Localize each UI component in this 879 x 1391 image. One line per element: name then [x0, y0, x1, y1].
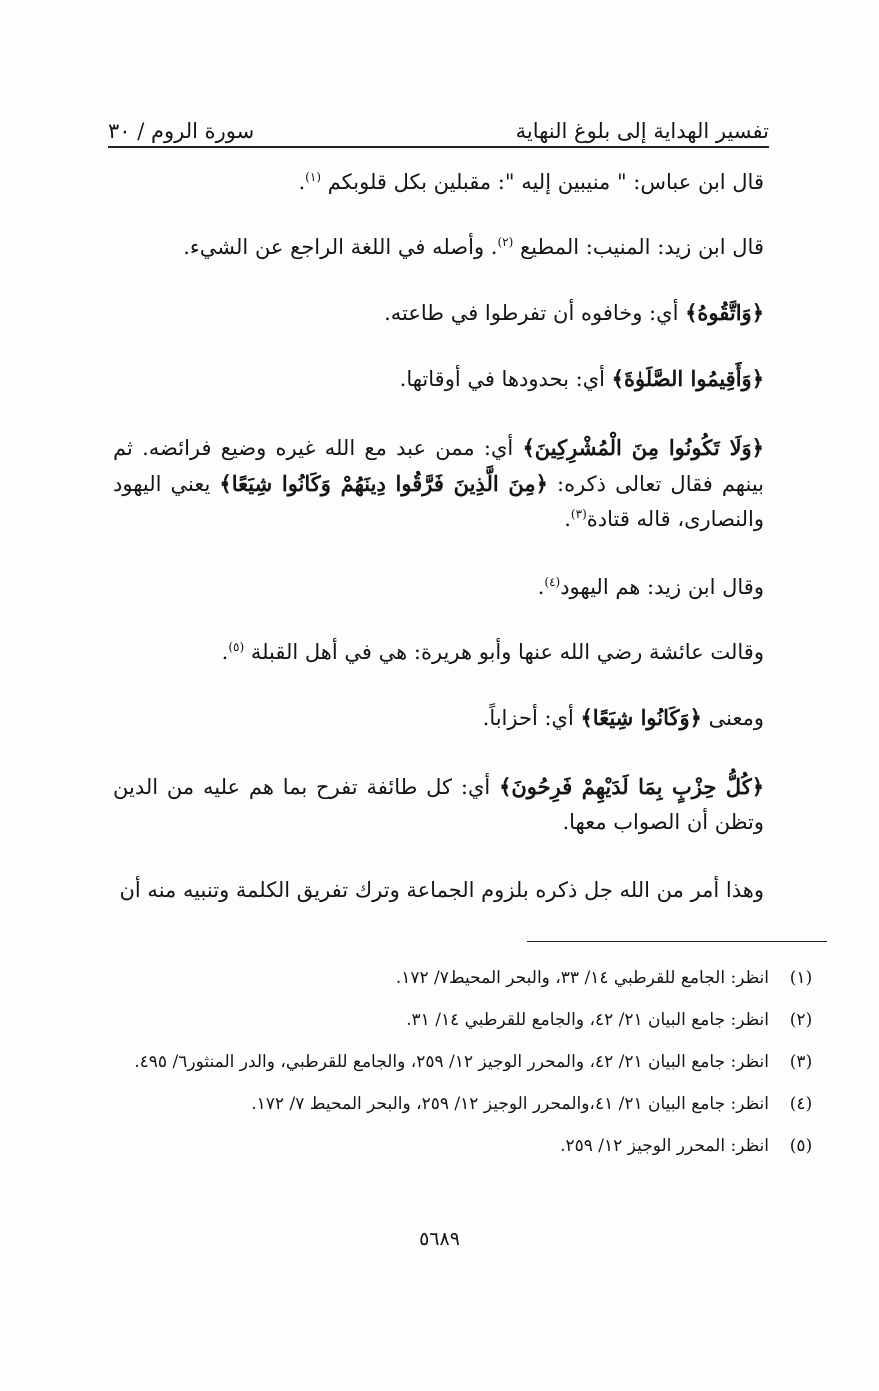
footnote-divider — [527, 941, 827, 942]
footnote-number: (٢) — [789, 1010, 813, 1030]
paragraph-8: ومعنى ﴿وَكَانُوا شِيَعًا﴾ أي: أحزاباً. — [482, 705, 764, 730]
paragraph-7: وقالت عائشة رضي الله عنها وأبو هريرة: هي في أهل القبلة $^{(٥)}$. — [221, 640, 764, 664]
footnote-ref-3: (٣) — [570, 507, 587, 521]
page-number: ٥٦٨٩ — [419, 1228, 460, 1250]
paragraph-6: وقال ابن زيد: هم اليهود$^{(٤)}$. — [537, 575, 764, 599]
footnote-ref-5: (٥) — [228, 640, 245, 654]
footnote-item — [108, 1088, 821, 1120]
footnote-number: (٥) — [789, 1136, 813, 1156]
footnote-text: انظر: المحرر الوجيز ١٢/ ٢٥٩. — [560, 1136, 769, 1156]
main-text — [113, 168, 764, 905]
paragraph-9: ﴿كُلُّ حِزْبٍ بِمَا لَدَيْهِمْ فَرِحُونَ﴾ أي: كل طائفة تفرح بما هم عليه من الدين وتظن أن الصواب معها. — [113, 774, 765, 834]
footnote-item — [108, 1130, 821, 1162]
quran-verse: ﴿مِنَ الَّذِينَ فَرَّقُوا دِينَهُمْ وَكَانُوا شِيَعًا﴾ — [219, 471, 548, 496]
footnote-item — [108, 962, 821, 994]
paragraph-4: ﴿وَأَقِيمُوا الصَّلَوٰةَ﴾ أي: بحدودها في أوقاتها. — [399, 366, 764, 391]
paragraph-2: قال ابن زيد: المنيب: المطيع $^{(٢)}$. وأصله في اللغة الراجع عن الشيء. — [183, 235, 764, 259]
footnote-number: (٣) — [789, 1052, 813, 1072]
footnote-text: انظر: جامع البيان ٢١/ ٤١،والمحرر الوجيز ١٢/ ٢٥٩، والبحر المحيط ٧/ ١٧٢. — [251, 1094, 769, 1114]
footnote-number: (١) — [789, 968, 813, 988]
quran-verse: ﴿وَأَقِيمُوا الصَّلَوٰةَ﴾ — [611, 366, 764, 391]
footnote-ref-4: (٤) — [544, 575, 561, 589]
paragraph-1: قال ابن عباس: " منيبين إليه ": مقبلين بكل قلوبكم $^{(١)}$. — [298, 170, 764, 194]
footnote-ref-1: (١) — [305, 170, 321, 184]
quran-verse: ﴿وَاتَّقُوهُ﴾ — [685, 300, 764, 325]
footnote-text: انظر: جامع البيان ٢١/ ٤٢، والمحرر الوجيز ١٢/ ٢٥٩، والجامع للقرطبي، والدر المنثور٦/ ٤٩٥. — [134, 1052, 769, 1072]
quran-verse: ﴿وَكَانُوا شِيَعًا﴾ — [580, 705, 702, 730]
footnote-text: انظر: جامع البيان ٢١/ ٤٢، والجامع للقرطبي ١٤/ ٣١. — [406, 1010, 769, 1030]
quran-verse: ﴿كُلُّ حِزْبٍ بِمَا لَدَيْهِمْ فَرِحُونَ﴾ — [499, 774, 765, 799]
surah-label: سورة الروم / ٣٠ — [108, 118, 255, 143]
footnote-item — [108, 1046, 821, 1078]
running-header — [108, 104, 769, 144]
paragraph-3: ﴿وَاتَّقُوهُ﴾ أي: وخافوه أن تفرطوا في طاعته. — [384, 300, 764, 325]
footnote-number: (٤) — [789, 1094, 813, 1114]
paragraph-10: وهذا أمر من الله جل ذكره بلزوم الجماعة وترك تفريق الكلمة وتنبيه منه أن — [119, 878, 764, 902]
quran-verse: ﴿وَلَا تَكُونُوا مِنَ الْمُشْرِكِينَ﴾ — [522, 435, 764, 460]
footnotes — [108, 962, 821, 1172]
footnote-ref-2: (٢) — [497, 235, 514, 249]
paragraph-5: ﴿وَلَا تَكُونُوا مِنَ الْمُشْرِكِينَ﴾ أي: ممن عبد مع الله غيره وضيع فرائضه. ثم بينهم فقال تعالى ذكره: ﴿مِنَ الَّذِينَ فَرَّقُوا دِينَهُمْ وَكَانُوا شِيَعًا﴾ يعني اليهود والنصارى، قاله قتادة$^{(٣)}$. — [113, 435, 764, 531]
book-title: تفسير الهداية إلى بلوغ النهاية — [515, 118, 769, 143]
header-divider — [108, 146, 769, 148]
footnote-text: انظر: الجامع للقرطبي ١٤/ ٣٣، والبحر المحيط٧/ ١٧٢. — [395, 968, 769, 988]
footnote-item — [108, 1004, 821, 1036]
